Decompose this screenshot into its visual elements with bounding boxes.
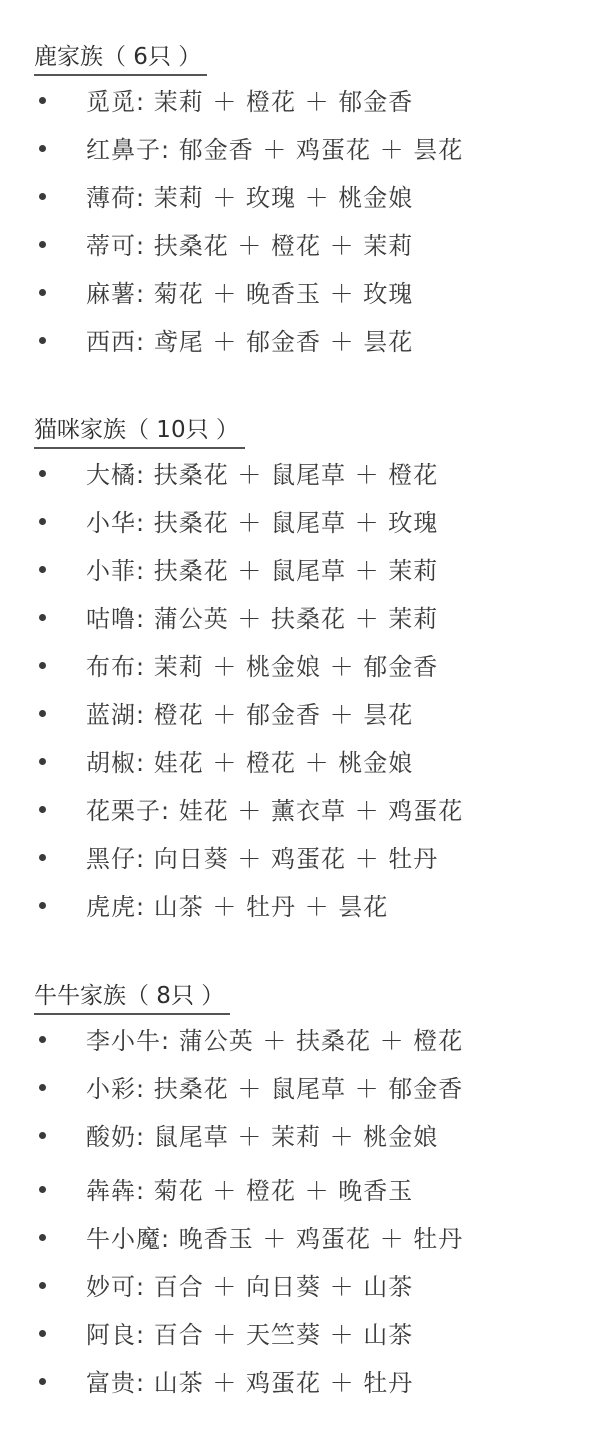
list-item <box>0 326 600 358</box>
list-item <box>0 1271 600 1303</box>
item-text: 小彩: 扶桑花 ＋ 鼠尾草 ＋ 郁金香 <box>86 1075 464 1103</box>
bullet-icon <box>39 902 46 909</box>
family-title-cow: 牛牛家族（ 8只 ） <box>34 979 230 1015</box>
item-text: 犇犇: 菊花 ＋ 橙花 ＋ 晚香玉 <box>86 1177 414 1205</box>
item-text: 大橘: 扶桑花 ＋ 鼠尾草 ＋ 橙花 <box>86 461 439 489</box>
list-item <box>0 747 600 779</box>
bullet-icon <box>39 854 46 861</box>
list-item <box>0 1175 600 1207</box>
list-item <box>0 603 600 635</box>
bullet-icon <box>39 1234 46 1241</box>
bullet-icon <box>39 1378 46 1385</box>
bullet-icon <box>39 289 46 296</box>
item-text: 妙可: 百合 ＋ 向日葵 ＋ 山茶 <box>86 1273 414 1301</box>
bullet-icon <box>39 193 46 200</box>
item-text: 阿良: 百合 ＋ 天竺葵 ＋ 山茶 <box>86 1321 414 1349</box>
item-text: 黑仔: 向日葵 ＋ 鸡蛋花 ＋ 牡丹 <box>86 845 439 873</box>
item-text: 牛小魔: 晚香玉 ＋ 鸡蛋花 ＋ 牡丹 <box>86 1225 464 1253</box>
item-text: 薄荷: 茉莉 ＋ 玫瑰 ＋ 桃金娘 <box>86 184 414 212</box>
bullet-icon <box>39 470 46 477</box>
bullet-icon <box>39 662 46 669</box>
item-text: 麻薯: 菊花 ＋ 晚香玉 ＋ 玫瑰 <box>86 280 414 308</box>
list-item <box>0 230 600 262</box>
family-title-deer: 鹿家族（ 6只 ） <box>34 40 207 76</box>
list-item <box>0 278 600 310</box>
item-text: 胡椒: 娃花 ＋ 橙花 ＋ 桃金娘 <box>86 749 414 777</box>
list-item <box>0 891 600 923</box>
family-title-cat: 猫咪家族（ 10只 ） <box>34 413 245 449</box>
item-text: 小菲: 扶桑花 ＋ 鼠尾草 ＋ 茉莉 <box>86 557 439 585</box>
bullet-icon <box>39 145 46 152</box>
bullet-icon <box>39 566 46 573</box>
item-text: 虎虎: 山茶 ＋ 牡丹 ＋ 昙花 <box>86 893 389 921</box>
list-item <box>0 555 600 587</box>
bullet-icon <box>39 1132 46 1139</box>
bullet-icon <box>39 1036 46 1043</box>
bullet-icon <box>39 1282 46 1289</box>
list-item <box>0 507 600 539</box>
bullet-icon <box>39 758 46 765</box>
list-item <box>0 1367 600 1399</box>
bullet-icon <box>39 1330 46 1337</box>
bullet-icon <box>39 97 46 104</box>
list-item <box>0 699 600 731</box>
bullet-icon <box>39 518 46 525</box>
item-text: 红鼻子: 郁金香 ＋ 鸡蛋花 ＋ 昙花 <box>86 136 464 164</box>
bullet-icon <box>39 337 46 344</box>
list-item <box>0 1319 600 1351</box>
list-item <box>0 651 600 683</box>
item-text: 觅觅: 茉莉 ＋ 橙花 ＋ 郁金香 <box>86 88 414 116</box>
list-item <box>0 1121 600 1153</box>
list-item <box>0 182 600 214</box>
item-text: 咕噜: 蒲公英 ＋ 扶桑花 ＋ 茉莉 <box>86 605 439 633</box>
item-text: 蓝湖: 橙花 ＋ 郁金香 ＋ 昙花 <box>86 701 414 729</box>
list-item <box>0 459 600 491</box>
list-item <box>0 795 600 827</box>
list-item <box>0 843 600 875</box>
bullet-icon <box>39 241 46 248</box>
item-text: 酸奶: 鼠尾草 ＋ 茉莉 ＋ 桃金娘 <box>86 1123 439 1151</box>
item-text: 富贵: 山茶 ＋ 鸡蛋花 ＋ 牡丹 <box>86 1369 414 1397</box>
bullet-icon <box>39 1084 46 1091</box>
item-text: 花栗子: 娃花 ＋ 薰衣草 ＋ 鸡蛋花 <box>86 797 464 825</box>
list-item <box>0 86 600 118</box>
item-text: 西西: 鸢尾 ＋ 郁金香 ＋ 昙花 <box>86 328 414 356</box>
list-item <box>0 1223 600 1255</box>
item-text: 小华: 扶桑花 ＋ 鼠尾草 ＋ 玫瑰 <box>86 509 439 537</box>
list-item <box>0 134 600 166</box>
list-item <box>0 1073 600 1105</box>
bullet-icon <box>39 614 46 621</box>
bullet-icon <box>39 1186 46 1193</box>
item-text: 蒂可: 扶桑花 ＋ 橙花 ＋ 茉莉 <box>86 232 414 260</box>
item-text: 布布: 茉莉 ＋ 桃金娘 ＋ 郁金香 <box>86 653 439 681</box>
list-item <box>0 1025 600 1057</box>
item-text: 李小牛: 蒲公英 ＋ 扶桑花 ＋ 橙花 <box>86 1027 464 1055</box>
bullet-icon <box>39 710 46 717</box>
bullet-icon <box>39 806 46 813</box>
